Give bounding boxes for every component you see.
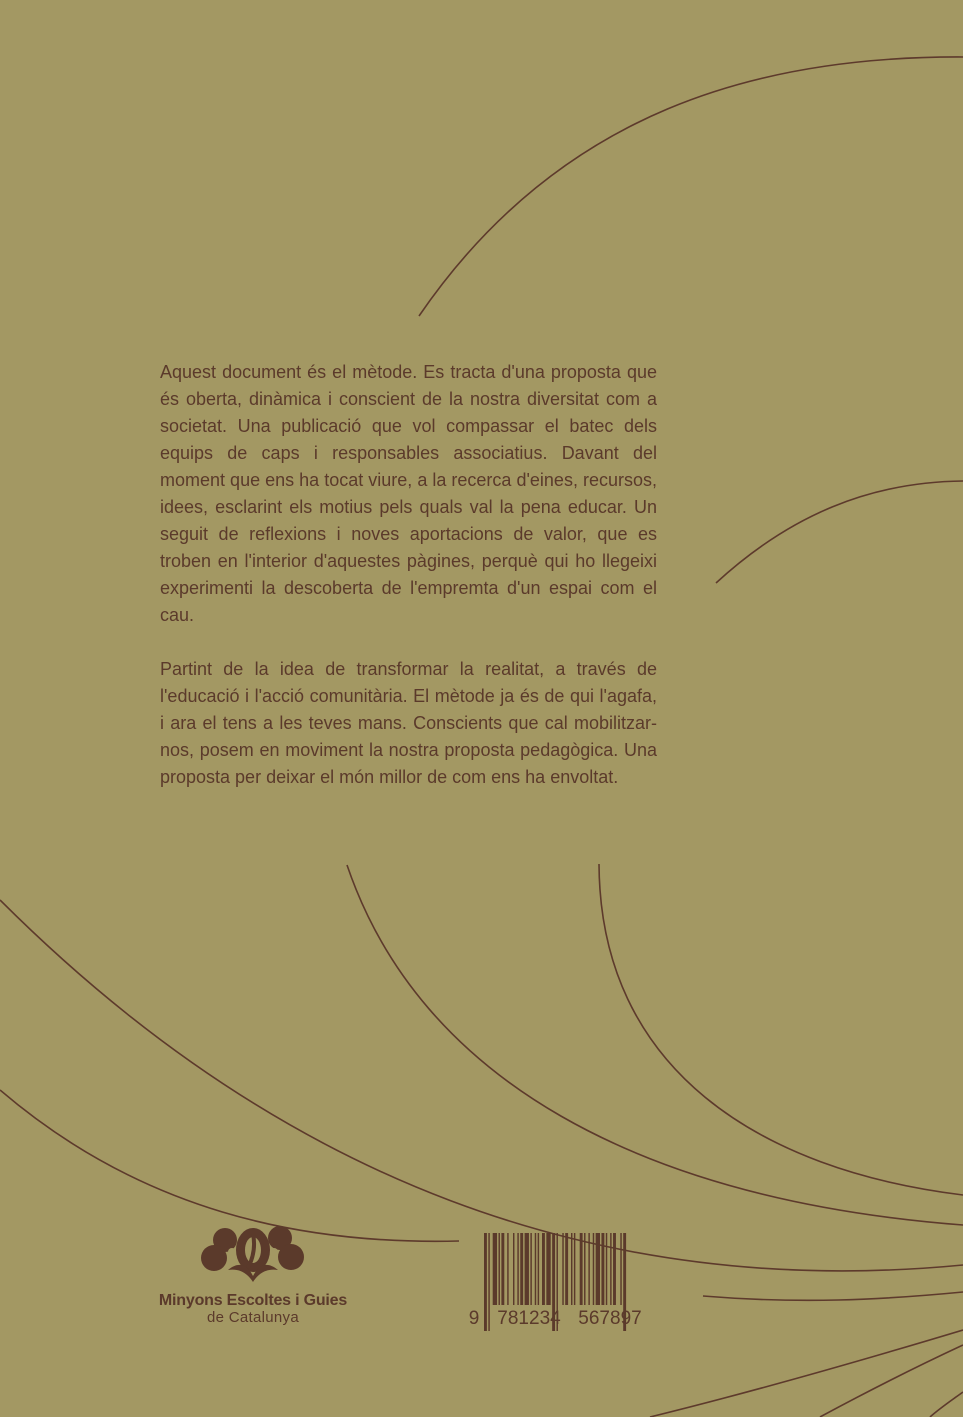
barcode-bar: [535, 1233, 536, 1305]
barcode-bar: [493, 1233, 497, 1305]
fleur-de-lis-trefoil-icon: [198, 1220, 308, 1282]
arc-mid-right: [716, 481, 963, 583]
barcode-group-left: 781234: [497, 1308, 561, 1329]
barcode-bar: [542, 1233, 545, 1305]
barcode-bar: [574, 1233, 575, 1305]
publisher-logo: [158, 1220, 348, 1326]
arc-inner: [599, 864, 963, 1195]
barcode-bar: [601, 1233, 604, 1305]
barcode-bar: [484, 1233, 487, 1331]
arc-lower-left: [0, 1090, 459, 1241]
barcode-bar: [610, 1233, 611, 1305]
barcode-bar: [546, 1233, 550, 1305]
barcode-bar: [596, 1233, 600, 1305]
arc-left-wide: [0, 900, 963, 1271]
barcode-bar: [525, 1233, 529, 1305]
barcode-bar: [538, 1233, 539, 1305]
barcode-bar: [593, 1233, 594, 1305]
barcode-bar: [517, 1233, 518, 1305]
barcode-bar: [613, 1233, 616, 1305]
arc-bottom-1: [820, 1345, 963, 1417]
barcode-bar: [606, 1233, 607, 1305]
barcode-bar: [488, 1233, 489, 1331]
barcode-bar: [571, 1233, 572, 1305]
barcode-bar: [565, 1233, 568, 1305]
barcode-bar: [530, 1233, 531, 1305]
barcode-group-right: 567897: [578, 1308, 642, 1329]
back-cover-text: [160, 359, 657, 818]
barcode-bar: [580, 1233, 583, 1305]
arc-low-right: [703, 1292, 963, 1300]
arc-bottom-3: [930, 1392, 963, 1417]
barcode-bar: [588, 1233, 589, 1305]
barcode-bar: [520, 1233, 523, 1305]
paragraph-2: Partint de la idea de transformar la realitat, a través de l'educació i l'acció comunitària. El mètode ja és de qui l'agafa, i ara el tens a les teves mans. Conscients que cal mobilitzar-nos, posem en moviment la nostra proposta pedagògica. Una proposta per deixar el món millor de com ens ha envoltat.: [160, 659, 657, 787]
paragraph-1: Aquest document és el mètode. Es tracta d'una proposta que és oberta, dinàmica i conscient de la nostra diversitat com a societat. Una publicació que vol compassar el batec dels equips de caps i responsables associatius. Davant del moment que ens ha tocat viure, a la recerca d'eines, recursos, idees, esclarint els motius pels quals val la pena educar. Un seguit de reflexions i noves aportacions de valor, que es troben en l'interior d'aquestes pàgines, perquè qui ho llegeixi experimenti la descoberta de l'empremta d'un espai com el cau.: [160, 362, 657, 625]
barcode-bar: [499, 1233, 500, 1305]
arc-top: [419, 57, 963, 316]
arc-bottom-2: [650, 1330, 963, 1417]
publisher-region: de Catalunya: [207, 1309, 299, 1326]
barcode-digit-first: 9: [468, 1308, 480, 1329]
barcode-bar: [620, 1233, 621, 1305]
barcode-bar: [584, 1233, 585, 1305]
isbn-barcode: [462, 1233, 662, 1333]
publisher-name: Minyons Escoltes i Guies: [158, 1292, 348, 1309]
barcode-bar: [562, 1233, 563, 1305]
barcode-bar: [513, 1233, 514, 1305]
barcode-bar: [501, 1233, 504, 1305]
barcode-bar: [507, 1233, 508, 1305]
